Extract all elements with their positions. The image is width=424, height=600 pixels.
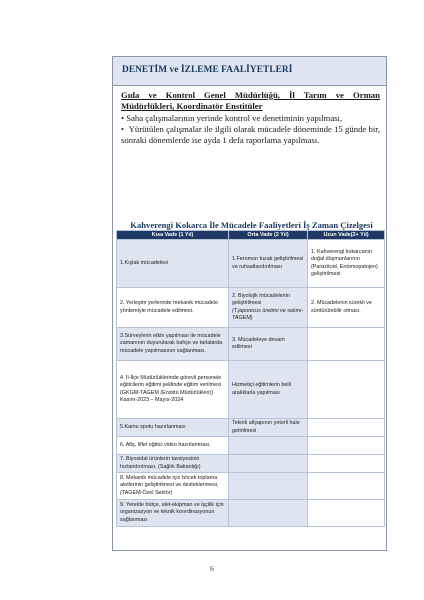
- table-row: [117, 328, 385, 361]
- responsible-units-heading: Gıda ve Kontrol Genel Müdürlüğü, İl Tarım ve Orman Müdürlükleri, Koordinatör Enstitüler: [121, 90, 380, 111]
- table-row: [117, 500, 385, 527]
- long-term-cell: [308, 473, 385, 500]
- bullet-icon: •: [121, 124, 129, 134]
- mid-term-cell: Teknik altyapının yeterli hale getirilmesi: [229, 419, 308, 437]
- long-term-cell: [308, 437, 385, 455]
- mid-term-cell: 1.Feromon tuzak geliştirilmesi ve ruhsatlandırılması: [229, 240, 308, 288]
- short-term-cell: 1.Kışlak mücadelesi: [117, 240, 229, 288]
- header-mid-term: Orta Vade (2 Yıl): [229, 231, 308, 240]
- bullet-icon: •: [121, 113, 127, 123]
- long-term-cell: [308, 455, 385, 473]
- short-term-cell: 5.Kamu spotu hazırlanması: [117, 419, 229, 437]
- table-row: [117, 455, 385, 473]
- long-term-cell: 2. Mücadelenin sürekli ve sürdürülebilir olması.: [308, 288, 385, 328]
- table-row: [117, 419, 385, 437]
- short-term-cell: 3.Sürveylerin etkin yapılması ile mücadele zamanının duyurularak bahçe ve tarlalarda mücadele yapılmasının sağlanması.: [117, 328, 229, 361]
- bullet-item: • Saha çalışmalarının yerinde kontrol ve denetiminin yapılması,: [121, 113, 343, 123]
- bullet-item: • Yürütülen çalışmalar ile ilgili olarak mücadele döneminde 15 günde bir, sonraki dönemlerde ise ayda 1 defa raporlama yapılması.: [121, 124, 381, 145]
- mid-term-cell: [229, 455, 308, 473]
- short-term-cell: 6. Afiş, liflet eğitici video hazırlanması.: [117, 437, 229, 455]
- short-term-cell: 9. Yerelde bütçe, alet-ekipman ve işçilik için organizasyon ve teknik koordinasyonun sağlanması: [117, 500, 229, 527]
- table-row: [117, 361, 385, 419]
- mid-term-cell: Hizmetiçi eğitimlerin belli aralıklarla yapılması: [229, 361, 308, 419]
- mid-term-cell: [229, 473, 308, 500]
- table-row: [117, 240, 385, 288]
- mid-term-cell: [229, 437, 308, 455]
- short-term-cell: 7. Biyosidal ürünlerin tavsiyesinin hızlandırılması. (Sağlık Bakanlığı): [117, 455, 229, 473]
- table-row: [117, 437, 385, 455]
- short-term-cell: 8. Mekanik mücadele için böcek toplama aletlerinin geliştirilmesi ve desteklenmesi, (TAGEM-Özel Sektör): [117, 473, 229, 500]
- table-row: [117, 288, 385, 328]
- table-row: [117, 473, 385, 500]
- long-term-cell: 1. Kahverengi kokarcanın doğal düşmanlarının (Parazitoid, Entomopatojen) geliştirilmesi: [308, 240, 385, 288]
- header-long-term: Uzun Vade(2+ Yıl): [308, 231, 385, 240]
- mid-term-cell: [229, 500, 308, 527]
- long-term-cell: [308, 361, 385, 419]
- long-term-cell: [308, 328, 385, 361]
- schedule-table-title: Kahverengi Kokarca İle Mücadele Faaliyetleri İş Zaman Çizelgesi: [130, 220, 373, 230]
- report-frame: [112, 56, 387, 551]
- page-number: 6: [210, 564, 214, 573]
- section-header: [113, 57, 386, 86]
- long-term-cell: [308, 500, 385, 527]
- short-term-cell: 2. Yerleşim yerlerinde mekanik mücadele yöntemiyle mücadele edilmesi.: [117, 288, 229, 328]
- mid-term-cell: 2. Biyolojik mücadelenin geliştirilmesi (T.japonicus üretimi ve salımı-TAGEM): [229, 288, 308, 328]
- header-short-term: Kısa Vade (1 Yıl): [117, 231, 229, 240]
- schedule-table: [116, 230, 385, 527]
- long-term-cell: [308, 419, 385, 437]
- section-title: DENETİM ve İZLEME FAALİYETLERİ: [122, 65, 293, 75]
- short-term-cell: 4. İl-İlçe Müdürlüklerinde görevli personele eğiticilerin eğitimi şeklinde eğitim verilmesi (GKGM-TAGEM (Enstitü Müdürlükleri)) Kasım-2023 – Mayıs-2024: [117, 361, 229, 419]
- mid-term-cell: 3. Mücadeleye devam edilmesi: [229, 328, 308, 361]
